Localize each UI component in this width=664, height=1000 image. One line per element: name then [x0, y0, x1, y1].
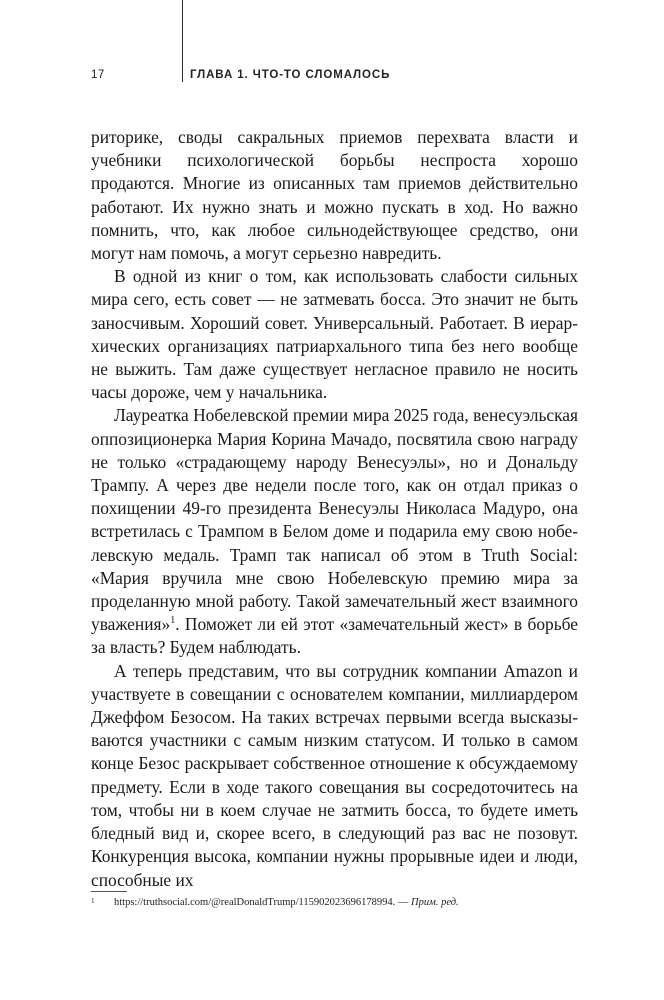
footnote-url[interactable]: https://truthsocial.com/@realDonaldTrump/115902023696178994. — — [114, 897, 412, 908]
paragraph-4: А теперь представим, что вы сотрудник компании Amazon и участвуете в совещании с основателем компании, миллиардером Джеффом Безосом. На таких встречах первыми всегда высказываются участники с самым низким статусом. И только в самом конце Безос раскрывает собственное отношение к обсуждаемому предмету. Если в ходе такого совещания вы сосредоточитесь на том, чтобы ни в коем случае не затмить босса, то будете иметь бледный вид и, скорее всего, в следующий раз вас не позовут. Конкуренция высока, компании нужны прорывные идеи и люди, способные их — [91, 660, 578, 890]
footnote-marker: 1 — [91, 897, 95, 905]
paragraph-2: В одной из книг о том, как использовать слабости сильных мира сего, есть совет — не затмевать босса. Это значит не быть заносчивым. Хороший совет. Универсальный. Работает. В иерархических организациях патриархального типа без него вообще не выжить. Там даже существует негласное правило не носить часы дороже, чем у начальника. — [91, 266, 578, 403]
paragraph-1: риторике, своды сакральных приемов перехвата власти и учебники психологической борьбы неспроста хорошо продаются. Многие из описанных там приемов действительно работают. Их нужно знать и можно пускать в ход. Но важно помнить, что, как любое сильнодействующее средство, они могут нам помочь, а могут серьезно навредить. — [91, 127, 578, 264]
footnote-editor-note: Прим. ред. — [411, 897, 459, 908]
chapter-title: ГЛАВА 1. ЧТО-ТО СЛОМАЛОСЬ — [190, 69, 391, 81]
header-vertical-rule — [182, 0, 183, 82]
paragraph-3: Лауреатка Нобелевской премии мира 2025 года, венесуэльская оппозиционерка Мария Корина Мачадо, посвятила свою награду не только «страдающему народу Венесуэлы», но и Дональду Трампу. А через две недели после того, как он отдал приказ о похищении 49-го президента Венесуэлы Николаса Мадуро, она встретилась с Трампом в Белом доме и подарила ему свою нобелевскую медаль. Трамп так написал об этом в Truth Social: «Мария вручила мне свою Нобелевскую премию мира за проделанную мной работу. Такой замечательный жест взаимного уважения»$^1$. Поможет ли ей этот «замечательный жест» в борьбе за власть? Будем наблюдать. — [91, 405, 578, 658]
body-text — [91, 126, 578, 892]
footnote-divider — [91, 891, 127, 892]
paragraph-3-text: Лауреатка Нобелевской премии мира 2025 года, венесуэльская оппозиционерка Мария Корина Мачадо, посвятила свою награду не только «страдающему народу Венесуэлы», но и Дональду Трампу. А через две недели после того, как он отдал приказ о похищении 49-го президента Венесуэлы Николаса Мадуро, она встретилась с Трампом в Белом доме и подарила ему свою нобелевскую медаль. Трамп так написал об этом в Truth Social: «Мария вручила мне свою Нобелевскую премию мира за проделанную мной работу. Такой замечательный жест взаимного уважения» — [91, 405, 578, 635]
footnote-reference[interactable]: 1 — [170, 615, 176, 627]
paragraph-3-continued: Поможет ли ей этот «замечательный жест» в борьбе за власть? Будем наблюдать. — [91, 614, 578, 658]
page-number: 17 — [91, 69, 105, 81]
footnote — [91, 896, 578, 910]
